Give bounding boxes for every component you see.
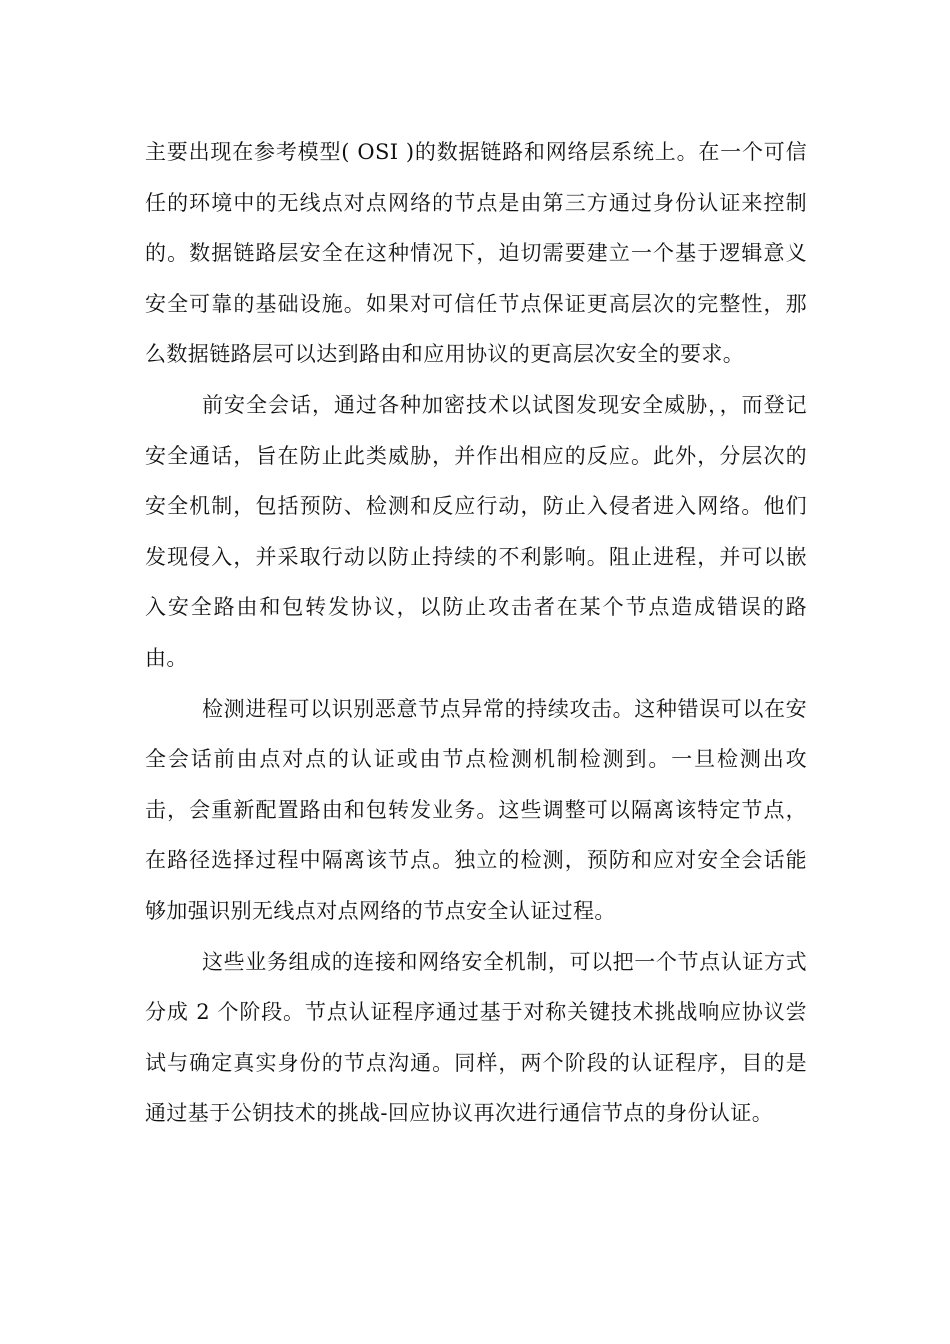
paragraph-3: 检测进程可以识别恶意节点异常的持续攻击。这种错误可以在安全会话前由点对点的认证或由节点检测机制检测到。一旦检测出攻击，会重新配置路由和包转发业务。这些调整可以隔离该特定节点，在路径选择过程中隔离该节点。独立的检测，预防和应对安全会话能够加强识别无线点对点网络的节点安全认证过程。 [145, 696, 807, 923]
paragraph-2: 前安全会话，通过各种加密技术以试图发现安全威胁，，而登记安全通话，旨在防止此类威胁，并作出相应的反应。此外，分层次的安全机制，包括预防、检测和反应行动，防止入侵者进入网络。他们发现侵入，并采取行动以防止持续的不利影响。阻止进程，并可以嵌入安全路由和包转发协议，以防止攻击者在某个节点造成错误的路由。 [145, 392, 807, 670]
document-body [145, 127, 807, 1139]
paragraph-1: 主要出现在参考模型( OSI )的数据链路和网络层系统上。在一个可信任的环境中的无线点对点网络的节点是由第三方通过身份认证来控制的。数据链路层安全在这种情况下，迫切需要建立一个基于逻辑意义安全可靠的基础设施。如果对可信任节点保证更高层次的完整性，那么数据链路层可以达到路由和应用协议的更高层次安全的要求。 [145, 140, 807, 367]
paragraph-4: 这些业务组成的连接和网络安全机制，可以把一个节点认证方式分成 2 个阶段。节点认证程序通过基于对称关键技术挑战响应协议尝试与确定真实身份的节点沟通。同样，两个阶段的认证程序，目的是通过基于公钥技术的挑战-回应协议再次进行通信节点的身份认证。 [145, 949, 807, 1126]
